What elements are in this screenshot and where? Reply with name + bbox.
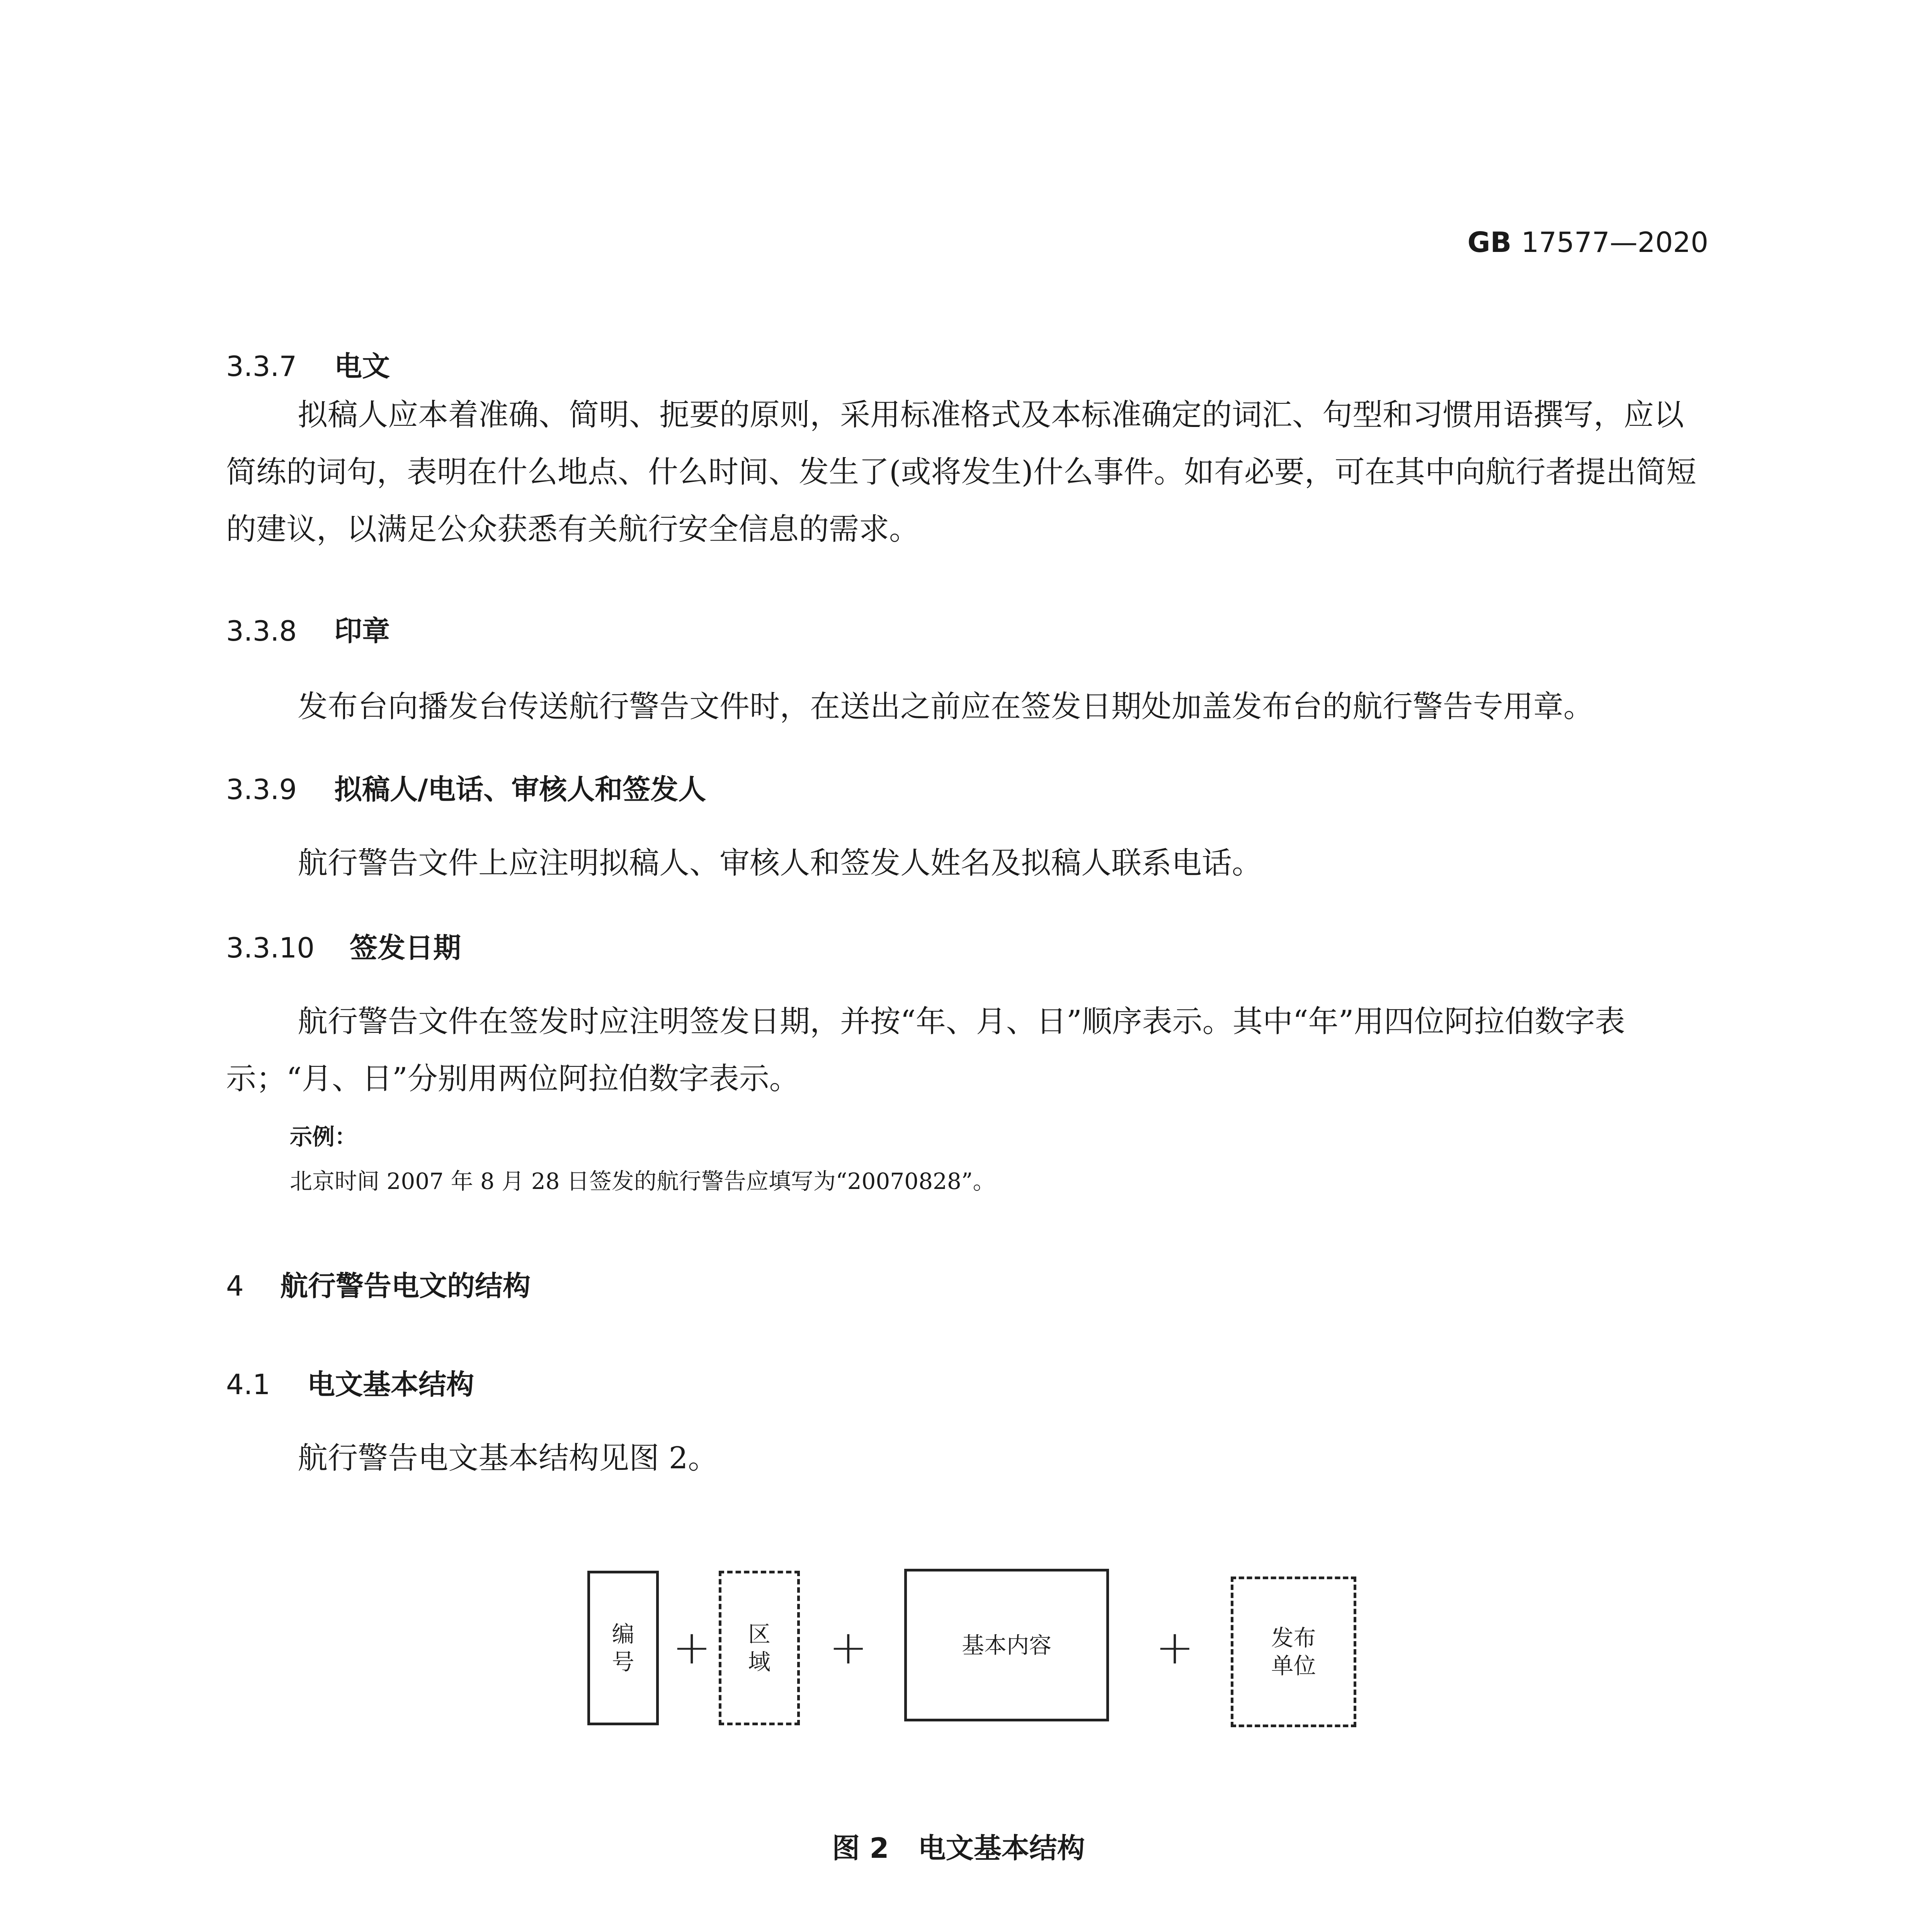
box-number: 编 号 xyxy=(587,1571,659,1725)
box-content: 基本内容 xyxy=(904,1569,1109,1721)
example-label: 示例： xyxy=(290,1124,357,1150)
figure-caption xyxy=(0,1826,1917,1866)
section-body-3-3-9: 航行警告文件上应注明拟稿人、审核人和签发人姓名及拟稿人联系电话。 xyxy=(298,846,1262,881)
figure-caption-title: 电文基本结构 xyxy=(918,1832,1085,1864)
section-heading-4-1: 4.1 电文基本结构 xyxy=(226,1368,475,1401)
example-text: 北京时间 2007 年 8 月 28 日签发的航行警告应填写为“20070828”。 xyxy=(290,1168,995,1194)
section-heading-3-3-8: 3.3.8 印章 xyxy=(226,615,390,647)
plus-sign-1: + xyxy=(672,1621,711,1675)
standard-code xyxy=(1468,226,1708,259)
section-body-3-3-7: 拟稿人应本着准确、简明、扼要的原则，采用标准格式及本标准确定的词汇、句型和习惯用语撰写，应以简练的词句，表明在什么地点、什么时间、发生了(或将发生)什么事件。如有必要，可在其中向航行者提出简短的建议，以满足公众获悉有关航行安全信息的需求。 xyxy=(226,398,1696,547)
section-body-3-3-10: 航行警告文件在签发时应注明签发日期，并按“年、月、日”顺序表示。其中“年”用四位阿拉伯数字表示；“月、日”分别用两位阿拉伯数字表示。 xyxy=(226,1004,1625,1096)
plus-sign-2: + xyxy=(829,1621,868,1675)
section-body-3-3-8: 发布台向播发台传送航行警告文件时，在送出之前应在签发日期处加盖发布台的航行警告专用章。 xyxy=(298,689,1594,724)
standard-prefix: GB xyxy=(1467,226,1512,259)
plus-sign-3: + xyxy=(1155,1621,1194,1675)
section-heading-3-3-7: 3.3.7 电文 xyxy=(226,350,390,383)
box-area: 区 域 xyxy=(719,1571,800,1725)
section-body-4-1: 航行警告电文基本结构见图 2。 xyxy=(298,1441,718,1476)
section-heading-4: 4 航行警告电文的结构 xyxy=(226,1270,531,1302)
section-heading-4-2 xyxy=(226,1928,363,1932)
figure-caption-label: 图 2 xyxy=(832,1832,889,1864)
section-heading-3-3-9: 3.3.9 拟稿人/电话、审核人和签发人 xyxy=(226,773,706,806)
box-issuer: 发布 单位 xyxy=(1231,1577,1356,1727)
section-heading-3-3-10: 3.3.10 签发日期 xyxy=(226,932,461,964)
standard-number: 17577—2020 xyxy=(1521,226,1708,259)
